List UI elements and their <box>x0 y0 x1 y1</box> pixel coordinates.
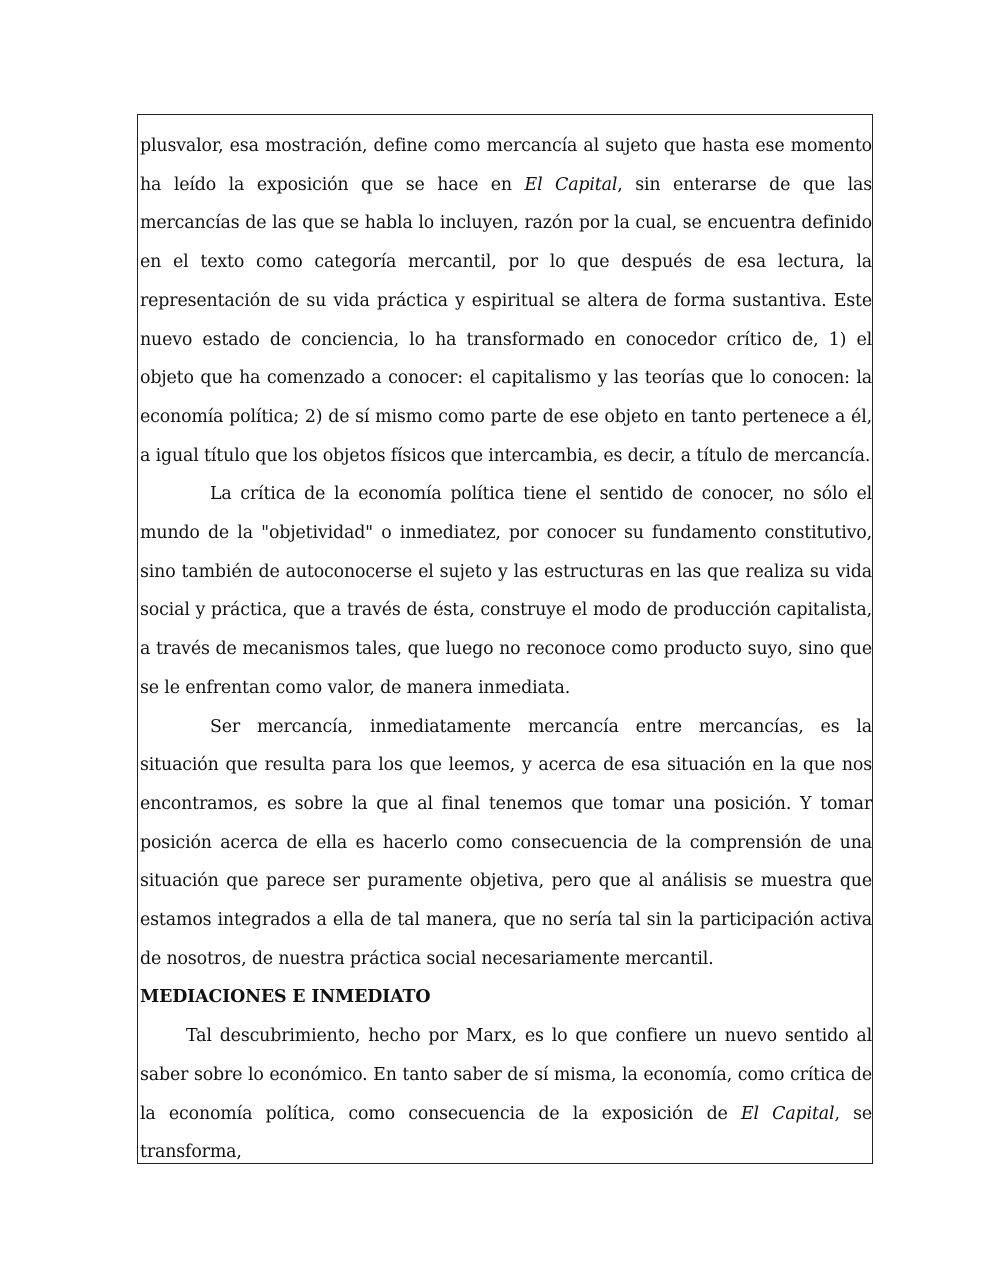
book-title-el-capital: El Capital <box>740 1103 835 1124</box>
paragraph-2: La crítica de la economía política tiene el sentido de conocer, no sólo el mundo de la "objetividad" o inmediatez, por conocer su fundamento constitutivo, sino también de autoconocerse el sujeto y las estructuras en las que realiza su vida social y práctica, que a través de ésta, construye el modo de producción capitalista, a través de mecanismos tales, que luego no reconoce como producto suyo, sino que se le enfrentan como valor, de manera inmediata. <box>140 484 872 698</box>
section-heading: MEDIACIONES E INMEDIATO <box>140 987 431 1008</box>
book-title-el-capital: El Capital <box>524 174 618 195</box>
document-body <box>140 127 872 1172</box>
paragraph-3: Ser mercancía, inmediatamente mercancía entre mercancías, es la situación que resulta para los que leemos, y acerca de esa situación en la que nos encontramos, es sobre la que al final tenemos que tomar una posición. Y tomar posición acerca de ella es hacerlo como consecuencia de la comprensión de una situación que parece ser puramente objetiva, pero que al análisis se muestra que estamos integrados a ella de tal manera, que no sería tal sin la participación activa de nosotros, de nuestra práctica social necesariamente mercantil. <box>140 716 872 969</box>
paragraph-1-text-b: , sin enterarse de que las mercancías de las que se habla lo incluyen, razón por la cual, se encuentra definido en el texto como categoría mercantil, por lo que después de esa lectura, la representación de su vida práctica y espiritual se altera de forma sustantiva. Este nuevo estado de conciencia, lo ha transformado en conocedor crítico de, 1) el objeto que ha comenzado a conocer: el capitalismo y las teorías que lo conocen: la economía política; 2) de sí mismo como parte de ese objeto en tanto pertenece a él, a igual título que los objetos físicos que intercambia, es decir, a título de mercancía. <box>140 174 872 466</box>
paragraph-4-text-a: Tal descubrimiento, hecho por Marx, es lo que confiere un nuevo sentido al saber sobre lo económico. En tanto saber de sí misma, la economía, como crítica de la economía política, como consecuencia de la exposición de <box>140 1026 872 1124</box>
paragraph-4-text-b: , se transforma, <box>140 1103 872 1163</box>
paragraph-1-text-a: plusvalor, esa mostración, define como mercancía al sujeto que hasta ese momento ha leído la exposición que se hace en <box>140 136 872 195</box>
paragraph-4 <box>140 1017 872 1172</box>
paragraph-1 <box>140 127 872 475</box>
